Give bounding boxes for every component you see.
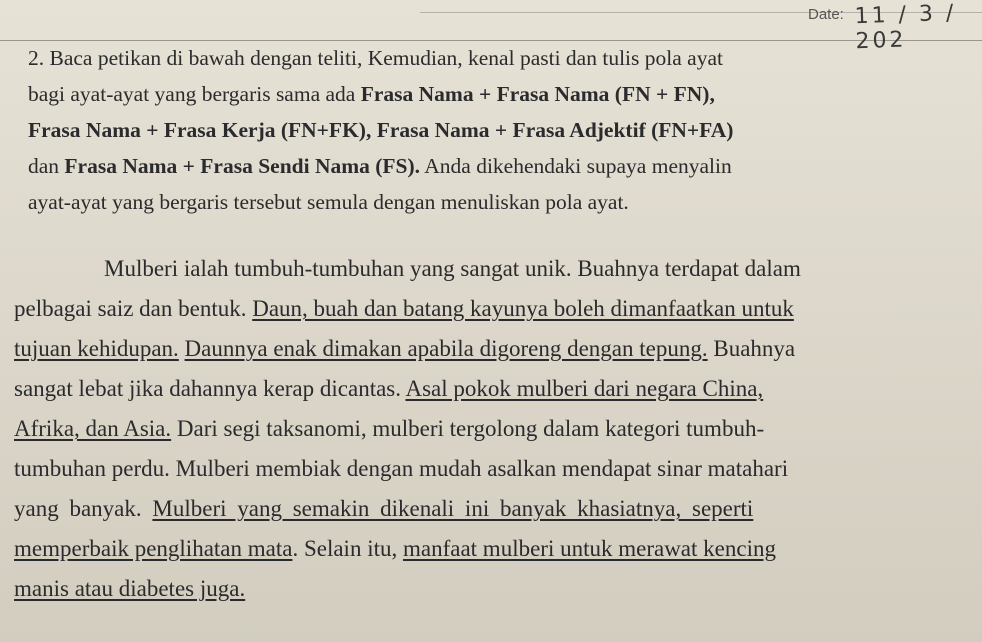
question-line-5: ayat-ayat yang bergaris tersebut semula dengan menuliskan pola ayat. (28, 190, 629, 214)
question-line-4 (28, 152, 732, 180)
question-text: dan (28, 154, 65, 178)
underlined-sentence: Mulberi yang semakin dikenali ini banyak khasiatnya, seperti (152, 496, 754, 521)
question-bold-text: Frasa Nama + Frasa Nama (FN + FN), (360, 82, 715, 106)
passage-line-4 (14, 374, 763, 404)
passage-line-5 (14, 414, 764, 444)
underlined-sentence: manfaat mulberi untuk merawat kencing (402, 536, 776, 561)
question-bold-text: Frasa Nama + Frasa Sendi Nama (FS). (64, 154, 421, 178)
passage-line-8 (14, 534, 776, 564)
passage-line-1: Mulberi ialah tumbuh-tumbuhan yang sangat unik. Buahnya terdapat dalam (104, 256, 801, 281)
question-text: Anda dikehendaki supaya menyalin (420, 154, 732, 178)
passage-text: sangat lebat jika dahannya kerap dicantas. (14, 376, 406, 401)
passage-line-9: manis atau diabetes juga. (14, 576, 246, 601)
passage-text: Dari segi taksanomi, mulberi tergolong dalam kategori tumbuh- (171, 416, 765, 441)
passage-line-3 (14, 334, 795, 364)
passage-line-2 (14, 294, 794, 324)
passage-text: pelbagai saiz dan bentuk. (14, 296, 253, 321)
underlined-sentence: memperbaik penglihatan mata (14, 536, 293, 561)
passage-text: Buahnya (707, 336, 796, 361)
question-line-2 (28, 80, 715, 108)
passage-line-7 (14, 494, 753, 524)
underlined-sentence: Daunnya enak dimakan apabila digoreng dengan tepung. (184, 336, 708, 361)
passage-line-6: tumbuhan perdu. Mulberi membiak dengan mudah asalkan mendapat sinar matahari (14, 456, 789, 481)
question-line-3: Frasa Nama + Frasa Kerja (FN+FK), Frasa Nama + Frasa Adjektif (FN+FA) (28, 118, 734, 142)
underlined-sentence: Asal pokok mulberi dari negara China, (405, 376, 764, 401)
underlined-sentence: Daun, buah dan batang kayunya boleh dimanfaatkan untuk (252, 296, 794, 321)
question-text: bagi ayat-ayat yang bergaris sama ada (28, 82, 361, 106)
ruled-line (0, 40, 982, 41)
passage-text: . Selain itu, (292, 536, 403, 561)
date-label: Date: (808, 6, 844, 23)
date-handwritten: 11 / 3 / 202 (854, 0, 957, 55)
underlined-sentence: tujuan kehidupan. (14, 336, 179, 361)
underlined-sentence: Afrika, dan Asia. (14, 416, 172, 441)
passage-text: yang banyak. (14, 496, 153, 521)
question-line-1: 2. Baca petikan di bawah dengan teliti, Kemudian, kenal pasti dan tulis pola ayat (28, 46, 723, 70)
